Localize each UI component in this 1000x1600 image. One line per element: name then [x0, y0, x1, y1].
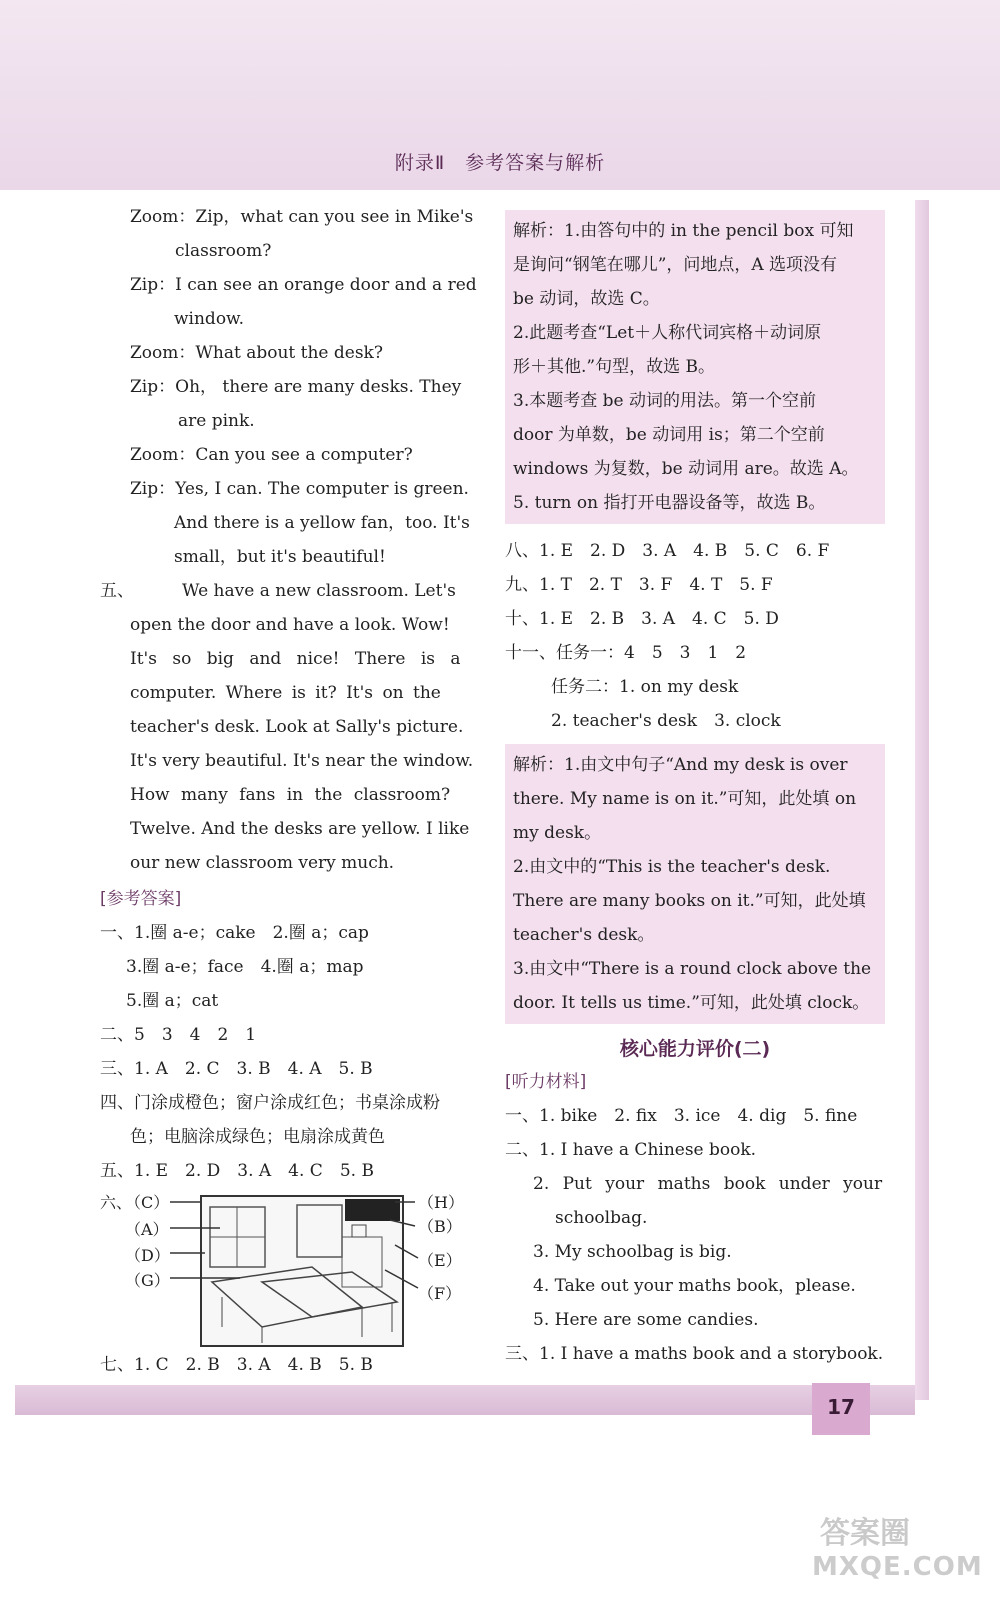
dialogue-line: are pink.	[178, 411, 255, 431]
explanation-line: 2.此题考查“Let＋人称代词宾格＋动词原	[513, 323, 822, 343]
explanation-line: there. My name is on it.”可知，此处填 on	[513, 789, 857, 809]
explanation-line: 5. turn on 指打开电器设备等，故选 B。	[513, 493, 826, 513]
listen-line: 3. My schoolbag is big.	[533, 1242, 732, 1262]
section-label: 五、	[100, 581, 134, 601]
picture-label: （E）	[418, 1251, 462, 1270]
explanation-line: my desk。	[513, 823, 602, 843]
explanation-line: 2.由文中的“This is the teacher's desk.	[513, 857, 831, 877]
passage-line: computer. Where is it? It's on the	[130, 683, 441, 703]
explanation-line: 解析：1.由文中句子“And my desk is over	[513, 755, 848, 775]
explanation-line: windows 为复数，be 动词用 are。故选 A。	[513, 459, 859, 479]
explanation-line: There are many books on it.”可知，此处填	[513, 891, 866, 911]
passage-line: teacher's desk. Look at Sally's picture.	[130, 717, 464, 737]
section-title: 核心能力评价(二)	[619, 1038, 771, 1060]
answer-line: 5.圈 a；cat	[126, 991, 219, 1011]
explanation-line: door. It tells us time.”可知，此处填 clock。	[513, 993, 870, 1013]
dialogue-line: And there is a yellow fan，too. It's	[174, 513, 470, 533]
picture-label: （G）	[125, 1271, 170, 1290]
listen-tag: [听力材料]	[505, 1072, 587, 1092]
explanation-box	[505, 744, 885, 1024]
answer-line: 十、1. E 2. B 3. A 4. C 5. D	[505, 609, 779, 629]
passage-line: We have a new classroom. Let's	[182, 581, 456, 601]
explanation-line: 解析：1.由答句中的 in the pencil box 可知	[513, 221, 854, 241]
speaker-label: Zoom：	[130, 207, 196, 227]
watermark-url: MXQE.COM	[812, 1552, 983, 1582]
passage-line: our new classroom very much.	[130, 853, 395, 873]
explanation-line: be 动词，故选 C。	[513, 289, 660, 309]
answer-line: 任务二：1. on my desk	[551, 677, 739, 697]
answer-line: 2. teacher's desk 3. clock	[551, 711, 781, 731]
book-right-edge	[915, 200, 929, 1400]
listen-line: 三、1. I have a maths book and a storybook.	[505, 1344, 884, 1364]
answer-line: 八、1. E 2. D 3. A 4. B 5. C 6. F	[505, 541, 830, 561]
dialogue-line	[100, 472, 485, 506]
answer-line: 3.圈 a-e；face 4.圈 a；map	[126, 957, 364, 977]
answer-line: 九、1. T 2. T 3. F 4. T 5. F	[505, 575, 773, 595]
dialogue-line: window.	[174, 309, 244, 329]
answer-line: 色；电脑涂成绿色；电扇涂成黄色	[130, 1127, 385, 1147]
answer-line: 七、1. C 2. B 3. A 4. B 5. B	[100, 1355, 373, 1375]
answer-line: 一、1.圈 a-e；cake 2.圈 a；cap	[100, 923, 369, 943]
speaker-label: Zip：	[130, 479, 176, 499]
explanation-line: teacher's desk。	[513, 925, 655, 945]
dialogue	[100, 200, 485, 574]
picture-label: （A）	[125, 1220, 169, 1239]
answer-line: 四、门涂成橙色；窗户涂成红色；书桌涂成粉	[100, 1093, 440, 1113]
speaker-label: Zoom：	[130, 445, 196, 465]
dialogue-text: Zip，what can you see in Mike's	[195, 207, 474, 227]
book-bottom-edge	[15, 1385, 915, 1415]
dialogue-line	[100, 200, 485, 234]
explanation-line: 3.由文中“There is a round clock above the	[513, 959, 872, 979]
picture-label: （F）	[418, 1284, 462, 1303]
answer-line: 五、1. E 2. D 3. A 4. C 5. B	[100, 1161, 374, 1181]
section-label: 六、	[100, 1193, 133, 1212]
page-header-title: 附录Ⅱ 参考答案与解析	[394, 152, 606, 174]
right-column	[505, 210, 885, 1371]
dialogue-text: Oh， there are many desks. They	[175, 377, 462, 397]
answer-line: 三、1. A 2. C 3. B 4. A 5. B	[100, 1059, 373, 1079]
explanation-line: 3.本题考查 be 动词的用法。第一个空前	[513, 391, 816, 411]
watermark-logo: 答案圈	[820, 1516, 910, 1551]
speaker-label: Zip：	[130, 377, 176, 397]
listen-line: schoolbag.	[555, 1208, 648, 1228]
listen-line: 5. Here are some candies.	[533, 1310, 759, 1330]
picture-label: （D）	[125, 1246, 170, 1265]
picture-label: （H）	[418, 1193, 464, 1212]
explanation-line: 是询问“钢笔在哪儿”，问地点，A 选项没有	[513, 255, 838, 275]
picture-label: （C）	[125, 1193, 170, 1212]
passage-five	[100, 574, 485, 880]
dialogue-line	[100, 370, 485, 404]
listen-line: 二、1. I have a Chinese book.	[505, 1140, 757, 1160]
speaker-label: Zip：	[130, 275, 176, 295]
dialogue-text: Can you see a computer?	[195, 445, 413, 465]
dialogue-line: classroom?	[175, 241, 272, 261]
dialogue-line	[100, 336, 485, 370]
listen-line: 4. Take out your maths book，please.	[533, 1276, 856, 1296]
speaker-label: Zoom：	[130, 343, 196, 363]
passage-line: How many fans in the classroom?	[130, 785, 451, 805]
listen-line: 一、1. bike 2. fix 3. ice 4. dig 5. fine	[505, 1106, 858, 1126]
passage-line: It's very beautiful. It's near the window.	[130, 751, 474, 771]
explanation-line: door 为单数，be 动词用 is；第二个空前	[513, 425, 825, 445]
dialogue-text: Yes, I can. The computer is green.	[175, 479, 469, 499]
answer-tag: [参考答案]	[100, 889, 182, 909]
answer-line: 十一、任务一：4 5 3 1 2	[505, 643, 747, 663]
passage-line: It's so big and nice! There is a	[130, 649, 461, 669]
explanation-box	[505, 210, 885, 524]
picture-arrows	[160, 1190, 440, 1290]
page-number: 17	[812, 1383, 870, 1435]
dialogue-line	[100, 438, 485, 472]
dialogue-text: What about the desk?	[195, 343, 383, 363]
passage-line: open the door and have a look. Wow!	[130, 615, 450, 635]
explanation-line: 形＋其他.”句型，故选 B。	[513, 357, 715, 377]
answer-line: 二、5 3 4 2 1	[100, 1025, 257, 1045]
passage-line: Twelve. And the desks are yellow. I like	[130, 819, 470, 839]
dialogue-text: I can see an orange door and a red	[175, 275, 477, 295]
dialogue-line: small，but it's beautiful!	[174, 547, 386, 567]
picture-label: （B）	[418, 1217, 462, 1236]
dialogue-line	[100, 268, 485, 302]
listen-line: 2. Put your maths book under your	[533, 1174, 883, 1194]
left-column	[100, 200, 485, 1188]
